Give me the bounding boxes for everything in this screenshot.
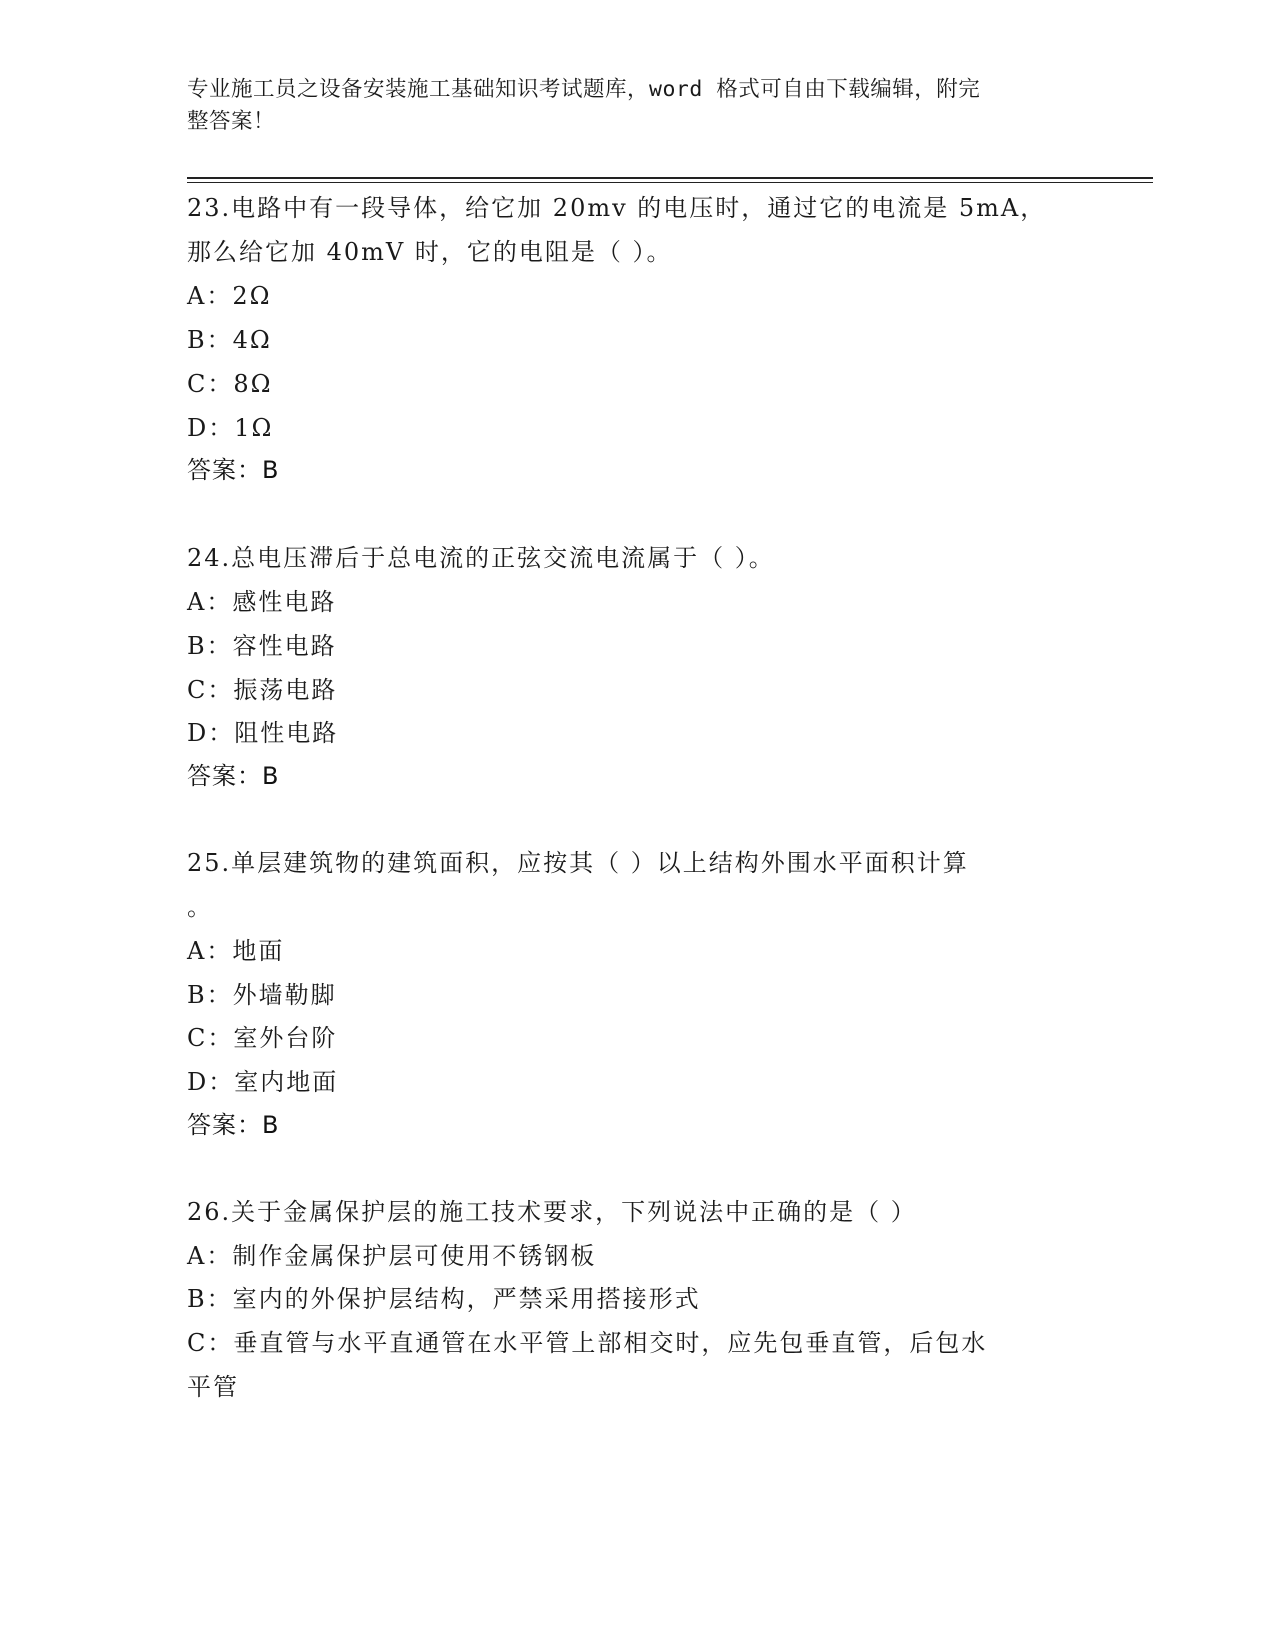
option-a: A：地面 bbox=[187, 937, 285, 965]
option-a: A：制作金属保护层可使用不锈钢板 bbox=[187, 1242, 597, 1270]
answer-text: 答案：B bbox=[187, 1111, 280, 1139]
question-stem-line: 25.单层建筑物的建筑面积，应按其（ ）以上结构外围水平面积计算 bbox=[187, 849, 969, 877]
question-stem-line: 26.关于金属保护层的施工技术要求，下列说法中正确的是（ ） bbox=[187, 1198, 917, 1226]
header-divider-thick bbox=[187, 177, 1153, 179]
document-header bbox=[187, 74, 1067, 138]
answer-text: 答案：B bbox=[187, 456, 280, 484]
option-c: C：8Ω bbox=[187, 370, 273, 398]
option-b: B：容性电路 bbox=[187, 632, 337, 660]
option-a: A：2Ω bbox=[187, 282, 272, 310]
question-stem-line: 23.电路中有一段导体，给它加 20mv 的电压时，通过它的电流是 5mA， bbox=[187, 194, 1047, 222]
option-d: D：阻性电路 bbox=[187, 719, 339, 747]
option-b: B：4Ω bbox=[187, 326, 272, 354]
option-c: C：振荡电路 bbox=[187, 676, 338, 704]
header-line-1: 专业施工员之设备安装施工基础知识考试题库，word 格式可自由下载编辑，附完 bbox=[187, 77, 981, 102]
answer-text: 答案：B bbox=[187, 762, 280, 790]
question-stem-line: 24.总电压滞后于总电流的正弦交流电流属于（ ）。 bbox=[187, 544, 775, 572]
option-c-continued: 平管 bbox=[187, 1373, 239, 1401]
header-divider-thin bbox=[187, 182, 1153, 183]
option-d: D：1Ω bbox=[187, 414, 274, 442]
header-line-2: 整答案！ bbox=[187, 109, 276, 134]
question-stem-line: 那么给它加 40mV 时，它的电阻是（ ）。 bbox=[187, 238, 673, 266]
question-stem-line: 。 bbox=[187, 893, 213, 921]
option-d: D：室内地面 bbox=[187, 1068, 339, 1096]
option-c: C：垂直管与水平直通管在水平管上部相交时，应先包垂直管，后包水 bbox=[187, 1329, 988, 1357]
option-b: B：外墙勒脚 bbox=[187, 981, 337, 1009]
option-c: C：室外台阶 bbox=[187, 1024, 338, 1052]
option-a: A：感性电路 bbox=[187, 588, 337, 616]
option-b: B：室内的外保护层结构，严禁采用搭接形式 bbox=[187, 1285, 701, 1313]
